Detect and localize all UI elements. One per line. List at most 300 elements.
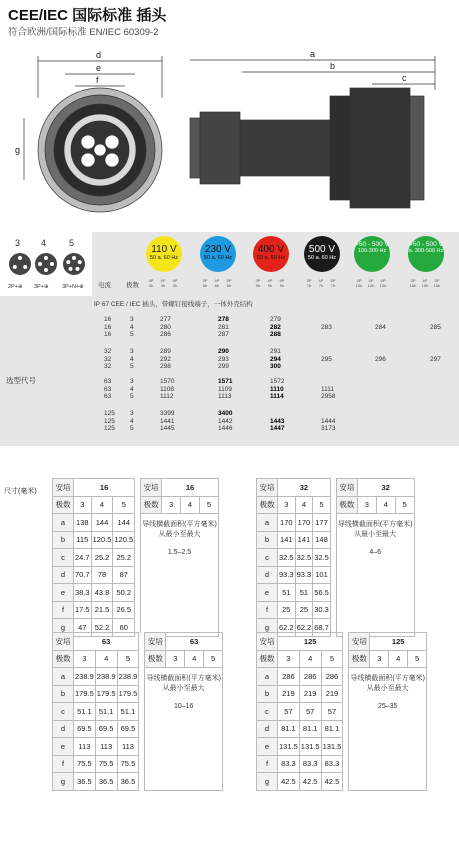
order-cell: 32: [104, 355, 112, 363]
order-cell: 1113: [218, 393, 232, 400]
hp-p: 4P: [318, 278, 324, 283]
dim-value: 51.1: [74, 703, 96, 721]
row-label: a: [53, 514, 74, 532]
dim-label-c: c: [402, 73, 407, 83]
row-label: b: [257, 685, 278, 703]
hp-h: 10h: [379, 283, 387, 288]
dimension-table-16: [52, 478, 219, 637]
hp-p: 3P: [356, 278, 362, 283]
dimension-table-125: [256, 632, 427, 791]
dim-value: 113: [74, 738, 96, 756]
order-cell: 1110: [270, 385, 284, 393]
hp-cell: [408, 278, 418, 288]
voltage-badge-6: [408, 236, 444, 272]
dim-value: 36.5: [74, 773, 96, 791]
order-cell: 3173: [321, 425, 336, 432]
dim-poles-row: [53, 496, 219, 514]
dim-poles-row: [257, 496, 415, 514]
hp-cell: [146, 278, 156, 288]
row-label: c: [53, 703, 74, 721]
amp-label: 安培: [336, 479, 357, 497]
dim-value: 148: [313, 531, 331, 549]
dim-value: 138: [74, 514, 92, 532]
dim-value: 75.5: [95, 755, 117, 773]
row-label: c: [257, 703, 278, 721]
dim-value: 51: [278, 584, 296, 602]
separator: [139, 738, 145, 756]
pin-count-4: 4: [41, 238, 47, 248]
pole-num: 3: [166, 650, 185, 668]
dim-value: 68.7: [313, 619, 331, 637]
dim-value: 141: [278, 531, 296, 549]
dimension-table-32: [256, 478, 415, 637]
pole-num: 3: [278, 650, 300, 668]
order-cell: 293: [218, 355, 229, 363]
hp-h: 10h: [409, 283, 417, 288]
order-cell: 1441: [160, 417, 175, 425]
dim-header-row: [53, 479, 219, 497]
pin-config-panel: [0, 232, 92, 296]
cable-range: 1.5–2.5: [167, 549, 192, 556]
voltage-frequency: 50 a. 60 Hz: [149, 255, 179, 261]
dim-label-b: b: [330, 61, 336, 71]
dim-value: 25.2: [91, 549, 113, 567]
order-cell: 279: [270, 316, 281, 323]
hp-h: 7h: [318, 283, 324, 288]
hp-h: 6h: [202, 283, 208, 288]
hp-h: 4h: [172, 283, 178, 288]
hp-cell: [378, 278, 388, 288]
pole-num: 4: [91, 496, 113, 514]
hp-h: 7h: [330, 283, 336, 288]
separator: [139, 720, 145, 738]
poles-label: 极数: [257, 650, 278, 668]
voltage-frequency: 50 a. 60 Hz: [307, 255, 337, 261]
hp-h: 6h: [226, 283, 232, 288]
pole-num: 4: [181, 496, 200, 514]
hp-h: 7h: [306, 283, 312, 288]
separator: [139, 703, 145, 721]
pin-label-3: 2P+⊕: [8, 284, 23, 290]
order-cell: 5: [130, 331, 134, 338]
dim-value: 131.5: [278, 738, 300, 756]
hp-p: 3P: [202, 278, 208, 283]
dim-value: 179.5: [95, 685, 117, 703]
hp-h: 10h: [355, 283, 363, 288]
order-cell: 125: [104, 425, 115, 432]
voltage-value: 110 V: [151, 244, 177, 255]
dim-value: 42.5: [321, 773, 343, 791]
dim-value: 52.2: [91, 619, 113, 637]
dim-header-row: [53, 633, 223, 651]
order-cell: 294: [270, 355, 281, 363]
poles-label: 极数: [145, 650, 166, 668]
current-header: 电流: [98, 282, 111, 289]
pin-count-3: 3: [15, 238, 21, 248]
dim-value: 81.1: [321, 720, 343, 738]
order-cell-shared: 283: [321, 324, 332, 331]
dim-value: 69.5: [95, 720, 117, 738]
cable-range: 25–35: [377, 703, 398, 710]
dim-value: 78: [91, 566, 113, 584]
amp-label: 安培: [257, 479, 278, 497]
voltage-badge-3: [253, 236, 289, 272]
row-label: d: [53, 720, 74, 738]
amp-value: 63: [74, 633, 139, 651]
dim-label-e: e: [96, 63, 102, 73]
dim-value: 81.1: [299, 720, 321, 738]
dim-value: 36.5: [95, 773, 117, 791]
pin-layout-icon-3: [8, 252, 32, 276]
dim-value: 62.2: [295, 619, 313, 637]
amp-value: 63: [166, 633, 223, 651]
dim-value: 25: [295, 601, 313, 619]
voltage-badge-5: [354, 236, 390, 272]
dim-value: 219: [278, 685, 300, 703]
dim-value: 219: [321, 685, 343, 703]
pole-num: 5: [199, 496, 218, 514]
pole-num: 5: [313, 496, 331, 514]
hp-h: 10h: [433, 283, 441, 288]
dim-label-a: a: [310, 49, 316, 59]
separator: [330, 601, 336, 619]
order-cell: 3: [130, 378, 134, 385]
dim-header-row: [257, 479, 415, 497]
hp-p: 5P: [434, 278, 440, 283]
hp-p: 3P: [148, 278, 154, 283]
dim-value: 177: [313, 514, 331, 532]
hp-p: 5P: [380, 278, 386, 283]
hp-cell: [316, 278, 326, 288]
hp-p: 5P: [279, 278, 285, 283]
hp-cell: [328, 278, 338, 288]
dim-value: 120.5: [91, 531, 113, 549]
hp-cell: [277, 278, 287, 288]
row-label: f: [257, 601, 278, 619]
order-cell: 280: [160, 323, 171, 331]
hp-cell: [212, 278, 222, 288]
dim-value: 93.3: [295, 566, 313, 584]
dim-value: 83.3: [299, 755, 321, 773]
pole-num: 5: [204, 650, 223, 668]
dim-value: 87: [113, 566, 135, 584]
poles-label: 极数: [336, 496, 357, 514]
order-cell: 299: [218, 363, 229, 370]
row-label: f: [53, 601, 74, 619]
order-cell: 1571: [218, 378, 233, 385]
amp-label: 安培: [349, 633, 370, 651]
dim-value: 42.5: [299, 773, 321, 791]
order-cell-shared: 284: [375, 324, 386, 331]
separator: [135, 584, 141, 602]
amp-value: 16: [74, 479, 135, 497]
separator: [330, 584, 336, 602]
pin-count-5: 5: [69, 238, 75, 248]
order-cell: 63: [104, 393, 112, 400]
amp-value: 32: [357, 479, 414, 497]
dim-value: 57: [299, 703, 321, 721]
pole-num: 3: [370, 650, 389, 668]
poles-header: 极数: [126, 282, 139, 289]
pole-num: 4: [95, 650, 117, 668]
dim-value: 32.5: [313, 549, 331, 567]
order-cell: 286: [160, 331, 171, 338]
order-cell: 1445: [160, 425, 175, 432]
pole-num: 4: [376, 496, 395, 514]
separator: [135, 549, 141, 567]
row-label: a: [257, 668, 278, 686]
order-cell: 16: [104, 331, 112, 338]
order-cell: 63: [104, 385, 112, 393]
pole-num: 4: [389, 650, 408, 668]
row-label: a: [257, 514, 278, 532]
dim-value: 286: [299, 668, 321, 686]
order-cell: 1570: [160, 378, 175, 385]
hp-cell: [170, 278, 180, 288]
order-cell: 125: [104, 417, 115, 425]
dim-value: 30.3: [313, 601, 331, 619]
row-label: b: [53, 685, 74, 703]
pole-num: 3: [278, 496, 296, 514]
dim-value: 38.3: [74, 584, 92, 602]
order-cell: 292: [160, 355, 171, 363]
hp-h: 4h: [148, 283, 154, 288]
hp-p: 4P: [368, 278, 374, 283]
separator: [343, 755, 349, 773]
separator: [330, 566, 336, 584]
dim-value: 57: [278, 703, 300, 721]
separator: [343, 703, 349, 721]
amp-value: 32: [278, 479, 331, 497]
voltage-frequency: 100-300 Hz: [357, 248, 387, 254]
hp-h: 6h: [214, 283, 220, 288]
dim-value: 131.5: [321, 738, 343, 756]
order-cell: 63: [104, 378, 112, 385]
pole-num: 3: [74, 496, 92, 514]
dim-value: 70.7: [74, 566, 92, 584]
dim-value: 170: [295, 514, 313, 532]
order-cell: 281: [218, 323, 229, 331]
order-cell: 125: [104, 410, 115, 417]
order-cell-shared: 297: [430, 356, 441, 363]
hp-p: 3P: [306, 278, 312, 283]
order-cell: 16: [104, 316, 112, 323]
dim-value: 69.5: [117, 720, 139, 738]
order-cell: 3: [130, 410, 134, 417]
row-label: f: [53, 755, 74, 773]
dim-value: 17.5: [74, 601, 92, 619]
poles-label: 极数: [349, 650, 370, 668]
pole-num: 5: [321, 650, 343, 668]
order-cell: 5: [130, 393, 134, 400]
dim-value: 113: [95, 738, 117, 756]
hp-h: 9h: [255, 283, 261, 288]
separator: [135, 601, 141, 619]
voltage-value: 400 V: [257, 244, 285, 255]
dim-value: 47: [74, 619, 92, 637]
hp-cell: [200, 278, 210, 288]
amp-label: 安培: [53, 479, 74, 497]
hp-cell: [224, 278, 234, 288]
voltage-value: >50 - 500 V: [409, 241, 443, 248]
amp-value: 125: [278, 633, 343, 651]
order-cell: 3399: [160, 410, 175, 417]
row-label: d: [257, 566, 278, 584]
cable-note-cell: [141, 514, 219, 637]
separator: [343, 685, 349, 703]
order-cell: 4: [130, 385, 134, 393]
separator: [139, 685, 145, 703]
order-cell: 4: [130, 417, 134, 425]
dim-value: 43.8: [91, 584, 113, 602]
voltage-frequency: 50 a. 60 Hz: [203, 255, 233, 261]
order-cell: 16: [104, 323, 112, 331]
hp-cell: [432, 278, 442, 288]
hp-cell: [253, 278, 263, 288]
separator: [139, 773, 145, 791]
hp-cell: [304, 278, 314, 288]
order-cell: 4: [130, 355, 134, 363]
separator: [343, 738, 349, 756]
row-label: b: [257, 531, 278, 549]
dim-value: 36.5: [117, 773, 139, 791]
pole-num: 5: [395, 496, 414, 514]
hp-p: 3P: [255, 278, 261, 283]
order-cell-shared: 285: [430, 324, 441, 331]
voltage-value: >50 - 500 V: [355, 241, 389, 248]
order-cell: 1114: [270, 393, 284, 400]
row-label: e: [53, 738, 74, 756]
row-label: e: [53, 584, 74, 602]
voltage-value: 500 V: [308, 244, 336, 255]
dim-value: 144: [91, 514, 113, 532]
page-title: CEE/IEC 国际标准 插头: [8, 7, 167, 24]
pole-num: 3: [74, 650, 96, 668]
hp-p: 5P: [226, 278, 232, 283]
amp-value: 16: [162, 479, 219, 497]
hp-h: 4h: [160, 283, 166, 288]
hp-h: 9h: [279, 283, 285, 288]
row-label: g: [53, 619, 74, 637]
separator: [343, 773, 349, 791]
pole-num: 3: [162, 496, 181, 514]
order-cell: 298: [160, 363, 171, 370]
voltage-frequency: a. 300-500 Hz: [408, 248, 444, 254]
dim-value: 286: [321, 668, 343, 686]
order-cell-shared: 295: [321, 356, 332, 363]
pin-layout-icon-4: [34, 252, 58, 276]
order-cell: 2958: [321, 393, 336, 400]
cable-note: 导线横截面积(平方毫米) 从最小至最大: [142, 521, 217, 538]
order-cell: 300: [270, 363, 281, 370]
dim-value: 101: [313, 566, 331, 584]
poles-label: 极数: [53, 650, 74, 668]
row-label: g: [257, 619, 278, 637]
dim-value: 179.5: [74, 685, 96, 703]
dim-value: 51.1: [95, 703, 117, 721]
dim-value: 170: [278, 514, 296, 532]
pole-num: 3: [357, 496, 376, 514]
dim-value: 81.1: [278, 720, 300, 738]
order-cell: 1444: [321, 417, 336, 425]
order-cell: 32: [104, 348, 112, 355]
dim-value: 238.9: [74, 668, 96, 686]
row-label: d: [53, 566, 74, 584]
order-cell: 288: [270, 331, 281, 338]
separator: [343, 720, 349, 738]
dim-value: 238.9: [95, 668, 117, 686]
order-cell: 1111: [321, 385, 335, 393]
dim-value: 120.5: [113, 531, 135, 549]
select-code-label: 选型代号: [6, 376, 36, 385]
order-cell: 1572: [270, 378, 285, 385]
pole-num: 5: [408, 650, 427, 668]
order-cell: 290: [218, 348, 229, 355]
dim-value: 51.1: [117, 703, 139, 721]
dim-value: 219: [299, 685, 321, 703]
dim-value: 51: [295, 584, 313, 602]
cable-note-cell: [349, 668, 427, 791]
dim-value: 50.2: [113, 584, 135, 602]
cable-note-cell: [145, 668, 223, 791]
cable-note: 导线横截面积(平方毫米) 从最小至最大: [350, 675, 426, 692]
dim-value: 115: [74, 531, 92, 549]
row-label: g: [53, 773, 74, 791]
amp-label: 安培: [257, 633, 278, 651]
pole-num: 4: [295, 496, 313, 514]
dim-poles-row: [53, 650, 223, 668]
dim-value: 144: [113, 514, 135, 532]
row-label: g: [257, 773, 278, 791]
dim-value: 25.2: [113, 549, 135, 567]
dim-value: 238.9: [117, 668, 139, 686]
order-cell: 32: [104, 363, 112, 370]
dim-data-row: [257, 668, 427, 686]
pole-num: 4: [299, 650, 321, 668]
row-label: e: [257, 738, 278, 756]
pole-num: 5: [117, 650, 139, 668]
dim-value: 32.5: [278, 549, 296, 567]
order-cell: 1443: [270, 417, 285, 425]
row-label: b: [53, 531, 74, 549]
hp-cell: [420, 278, 430, 288]
ip-note: IP 67 CEE / IEC 插头，带螺钉接线端子，一体外壳结构: [94, 301, 253, 308]
row-label: d: [257, 720, 278, 738]
voltage-panel: [92, 232, 459, 296]
order-cell: 1446: [218, 425, 233, 432]
order-cell: 1112: [160, 393, 174, 400]
dim-header-row: [257, 633, 427, 651]
order-cell: 277: [160, 316, 171, 323]
amp-label: 安培: [145, 633, 166, 651]
dim-value: 57: [321, 703, 343, 721]
dim-value: 56.5: [313, 584, 331, 602]
row-label: e: [257, 584, 278, 602]
cable-note-cell: [336, 514, 414, 637]
hp-p: 4P: [267, 278, 273, 283]
separator: [139, 755, 145, 773]
voltage-badge-2: [200, 236, 236, 272]
pole-num: 5: [113, 496, 135, 514]
dim-value: 42.5: [278, 773, 300, 791]
order-cell: 1108: [160, 385, 174, 393]
dim-value: 75.5: [74, 755, 96, 773]
cable-note: 导线横截面积(平方毫米) 从最小至最大: [146, 675, 222, 692]
dim-value: 26.5: [113, 601, 135, 619]
poles-label: 极数: [141, 496, 162, 514]
voltage-value: 230 V: [204, 244, 232, 255]
dim-value: 83.3: [278, 755, 300, 773]
